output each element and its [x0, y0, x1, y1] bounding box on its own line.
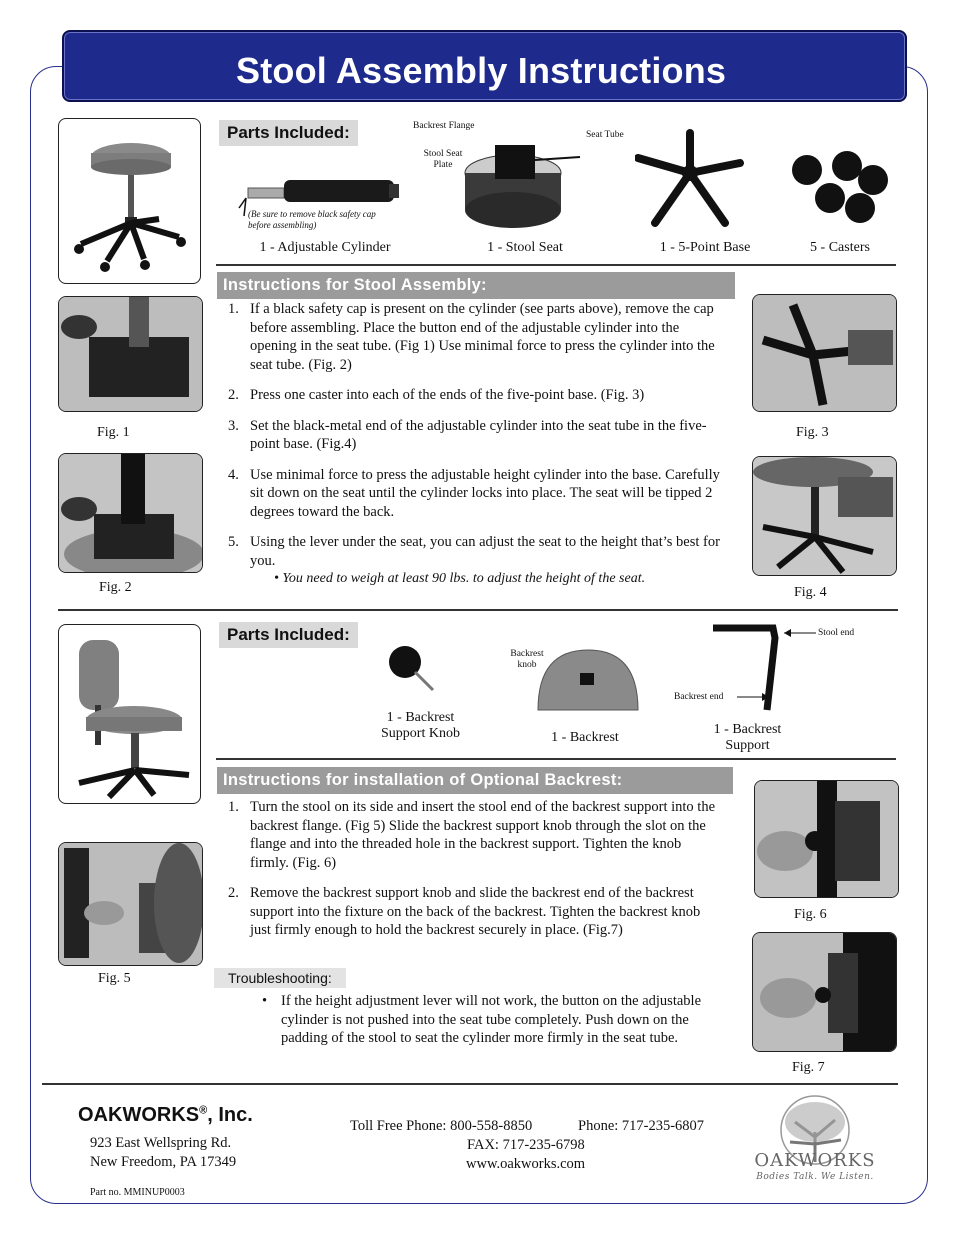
assembly-steps [228, 300, 728, 589]
backrest-step: 2. Remove the backrest support knob and slide the backrest end of the backrest support into the fixture on the back of the backrest. Tighten the backrest knob just firmly enough to hold the backrest securely in place. (Fig.7) [228, 885, 701, 938]
backrest-end-callout: Backrest end [674, 692, 724, 702]
assembly-step: 4. Use minimal force to press the adjustable height cylinder into the base. Carefully sit down on the seat until the cylinder locks into place. The seat will be tipped 2 degrees toward the back. [228, 466, 720, 520]
fig2-label: Fig. 2 [99, 580, 132, 595]
seat-tube-callout: Seat Tube [586, 130, 624, 140]
logo-wordmark: OAKWORKS [754, 1150, 876, 1171]
part-number: Part no. MMINUP0003 [90, 1187, 185, 1198]
stool-seat-image [455, 135, 585, 235]
fig7-photo [752, 932, 897, 1052]
title-banner [62, 30, 907, 102]
parts-included-heading-2: Parts Included: [219, 622, 358, 648]
part-label-base: 1 - 5-Point Base [659, 240, 751, 255]
toll-free-phone: Toll Free Phone: 800-558-8850 [350, 1118, 533, 1134]
fig6-label: Fig. 6 [794, 907, 827, 922]
troubleshooting-item: • If the height adjustment lever will not work, the button on the adjustable cylinder is not pushed into the seat tube completely. Push down on the padding of the stool to seat the cylinder more firmly in the seat tube. [262, 993, 702, 1046]
five-point-base-image [635, 128, 745, 228]
backrest-knob-callout: Backrest knob [510, 649, 544, 670]
arrow-icon [735, 692, 771, 702]
part-label-seat: 1 - Stool Seat [487, 240, 563, 255]
website-link[interactable]: www.oakworks.com [466, 1156, 586, 1172]
fig1-photo [58, 296, 203, 412]
troubleshooting-heading: Troubleshooting: [214, 968, 346, 988]
fig7-label: Fig. 7 [792, 1060, 825, 1075]
fig6-photo [754, 780, 899, 898]
page-title: Stool Assembly Instructions [236, 50, 727, 91]
divider-line [216, 758, 896, 760]
fig4-photo [752, 456, 897, 576]
casters-image [785, 148, 895, 228]
part-label-cylinder: 1 - Adjustable Cylinder [259, 240, 391, 255]
assembly-step: 1. If a black safety cap is present on the cylinder (see parts above), remove the cap before assembling. Place the button end of the adjustable cylinder into the opening in the seat tube. (Fig 1) Use minimal force to press the cylinder into the seat tube. (Fig. 2) [228, 301, 715, 373]
backrest-steps [228, 798, 718, 940]
fig5-photo [58, 842, 203, 966]
backrest-image [533, 645, 643, 717]
safety-cap-note: (Be sure to remove black safety cap before assembling) [248, 209, 376, 230]
backrest-step: 1. Turn the stool on its side and insert the stool end of the backrest support into the backrest flange. (Fig 5) Slide the backrest support knob through the slot on the flange and into the threaded hole in the backrest support. Tighten the knob firmly. (Fig. 6) [228, 799, 716, 871]
assembly-step: 2. Press one caster into each of the ends of the five-point base. (Fig. 3) [228, 387, 645, 403]
fig3-photo [752, 294, 897, 412]
assembly-step: 5. Using the lever under the seat, you can adjust the seat to the height that’s best for you. [228, 534, 720, 569]
assembly-heading: Instructions for Stool Assembly: [217, 272, 735, 299]
arrow-icon [782, 628, 818, 638]
fig1-label: Fig. 1 [97, 425, 130, 440]
fax: FAX: 717-235-6798 [467, 1137, 585, 1153]
backrest-knob-image [383, 642, 443, 692]
fig5-label: Fig. 5 [98, 971, 131, 986]
phone: Phone: 717-235-6807 [578, 1118, 705, 1134]
company-address: 923 East Wellspring Rd. New Freedom, PA 17349 [90, 1135, 237, 1170]
stool-with-backrest-photo [58, 624, 201, 804]
stool-photo [58, 118, 201, 284]
part-label-knob: 1 - Backrest Support Knob [381, 710, 460, 741]
part-label-support: 1 - Backrest Support [713, 722, 782, 753]
adjustable-cylinder-image [234, 170, 414, 220]
stool-seat-plate-callout: Stool Seat Plate [423, 149, 463, 170]
assembly-step: 3. Set the black-metal end of the adjustable cylinder into the seat tube in the five-point base. (Fig.4) [228, 417, 707, 452]
stool-end-callout: Stool end [818, 628, 855, 638]
divider-line [216, 264, 896, 266]
part-label-backrest: 1 - Backrest [551, 730, 619, 745]
fig2-photo [58, 453, 203, 573]
fig3-label: Fig. 3 [796, 425, 829, 440]
divider-line [42, 1083, 898, 1085]
company-name: OAKWORKS®, Inc. [78, 1104, 253, 1126]
troubleshooting-body [262, 992, 710, 1048]
part-label-casters: 5 - Casters [810, 240, 870, 255]
weight-note: • You need to weigh at least 90 lbs. to adjust the height of the seat. [274, 571, 646, 586]
divider-line [58, 609, 898, 611]
backrest-heading: Instructions for installation of Optional Backrest: [217, 767, 733, 794]
backrest-flange-callout: Backrest Flange [413, 121, 475, 131]
logo-tagline: Bodies Talk. We Listen. [756, 1172, 874, 1182]
fig4-label: Fig. 4 [794, 585, 827, 600]
parts-included-heading: Parts Included: [219, 120, 358, 146]
